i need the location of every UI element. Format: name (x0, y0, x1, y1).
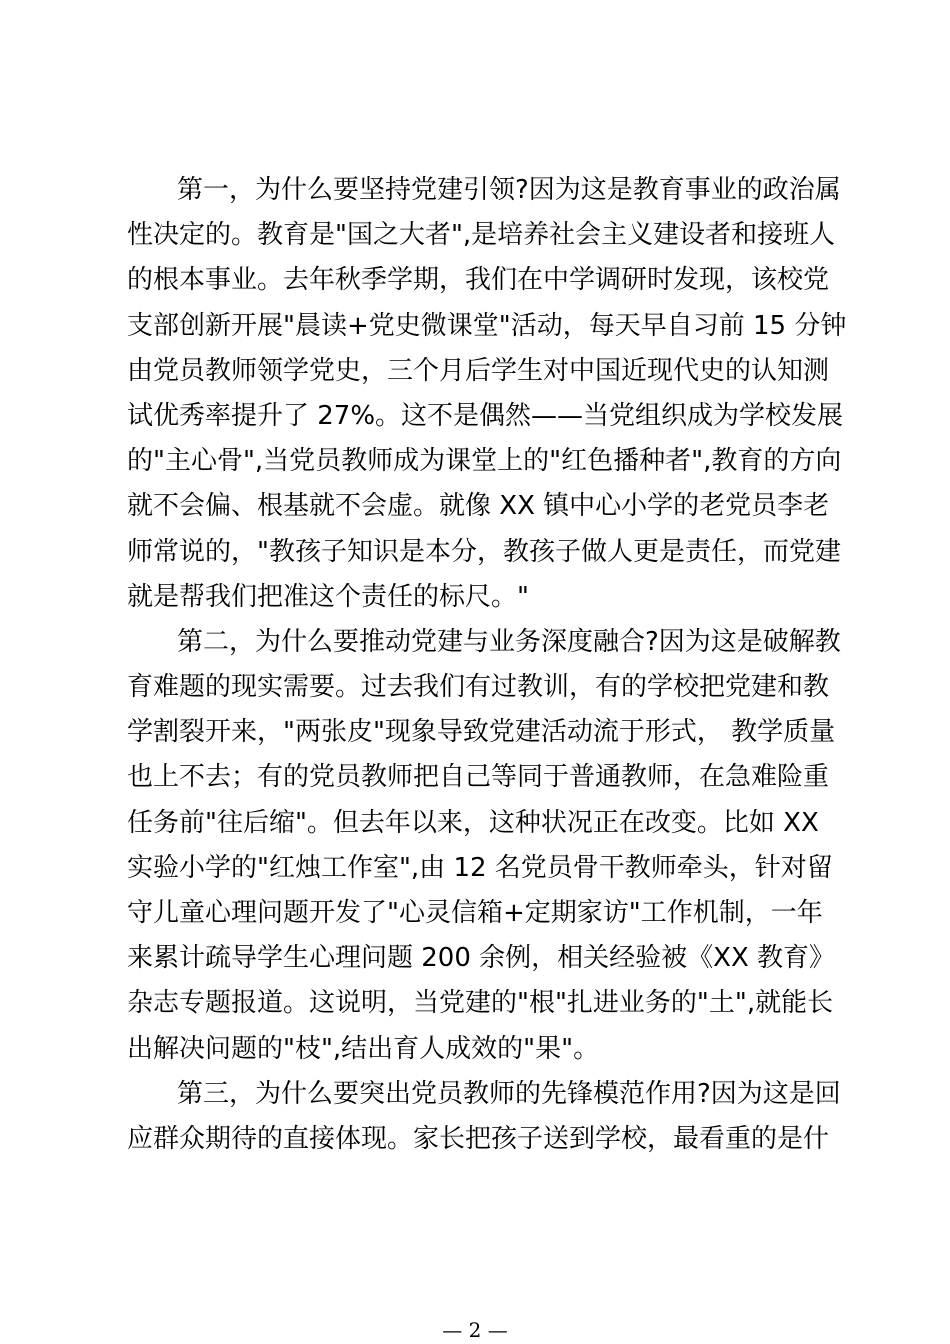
text-line: 就是帮我们把准这个责任的标尺。" (127, 581, 529, 612)
text-line: 来累计疏导学生心理问题 200 余例，相关经验被《XX 教育》 (127, 943, 836, 974)
text-line: 由党员教师领学党史，三个月后学生对中国近现代史的认知测 (127, 355, 830, 386)
paragraph-2 (127, 620, 841, 1072)
text-line: 守儿童心理问题开发了"心灵信箱+定期家访"工作机制，一年 (127, 898, 823, 928)
text-line: 也上不去；有的党员教师把自己等同于普通教师，在急难险重 (127, 762, 830, 793)
text-line: 支部创新开展"晨读+党史微课堂"活动，每天早自习前 15 分钟 (127, 310, 847, 341)
paragraph-1 (127, 168, 847, 620)
text-line: 任务前"往后缩"。但去年以来，这种状况正在改变。比如 XX (127, 807, 819, 838)
text-line: 第二，为什么要推动党建与业务深度融合?因为这是破解教 (177, 626, 841, 657)
text-line: 第三，为什么要突出党员教师的先锋模范作用?因为这是回 (177, 1078, 841, 1109)
paragraph-3 (127, 1072, 841, 1162)
body-text (127, 168, 847, 1162)
text-line: 师常说的，"教孩子知识是本分，教孩子做人更是责任，而党建 (127, 536, 841, 567)
text-line: 第一，为什么要坚持党建引领?因为这是教育事业的政治属 (177, 175, 841, 205)
text-line: 学割裂开来，"两张皮"现象导致党建活动流于形式， 教学质量 (127, 717, 836, 748)
text-line: 的"主心骨",当党员教师成为课堂上的"红色播种者",教育的方向 (127, 446, 842, 477)
text-line: 实验小学的"红烛工作室",由 12 名党员骨干教师牵头，针对留 (127, 852, 833, 883)
text-line: 出解决问题的"枝",结出育人成效的"果"。 (127, 1033, 600, 1064)
text-line: 的根本事业。去年秋季学期，我们在中学调研时发现，该校党 (127, 265, 830, 296)
text-line: 应群众期待的直接体现。家长把孩子送到学校，最看重的是什 (127, 1123, 830, 1154)
text-line: 性决定的。教育是"国之大者",是培养社会主义建设者和接班人 (127, 220, 836, 251)
text-line: 试优秀率提升了 27%。这不是偶然——当党组织成为学校发展 (127, 400, 844, 431)
text-line: 杂志专题报道。这说明，当党建的"根"扎进业务的"土",就能长 (127, 988, 834, 1019)
page-number: — 2 — (442, 1318, 508, 1342)
text-line: 就不会偏、根基就不会虚。就像 XX 镇中心小学的老党员李老 (127, 491, 830, 522)
text-line: 育难题的现实需要。过去我们有过教训，有的学校把党建和教 (127, 672, 830, 703)
